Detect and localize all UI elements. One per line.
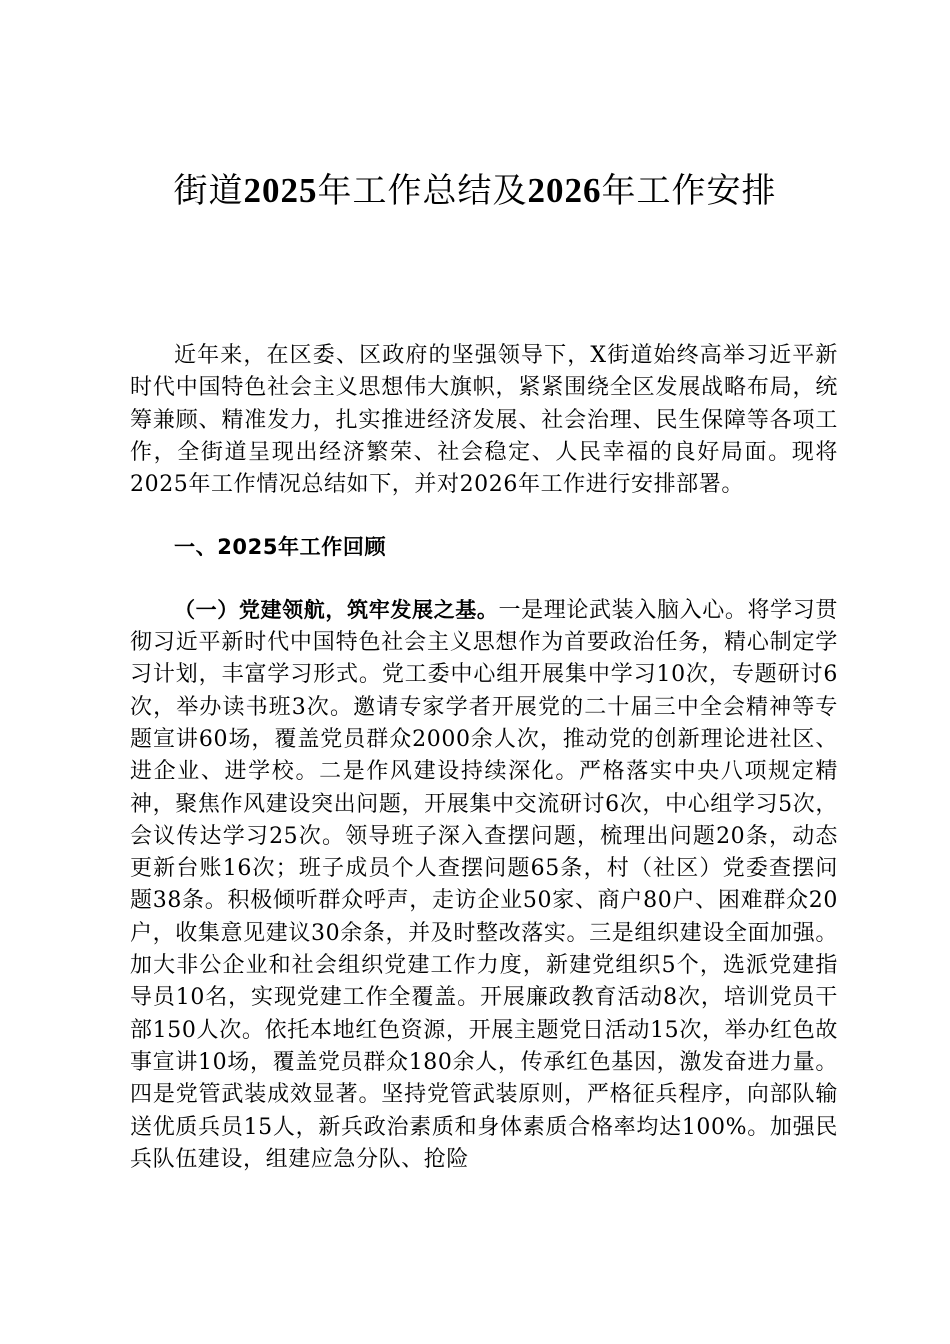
title-part-2: 年工作总结及 <box>317 171 528 211</box>
title-part-1: 街道 <box>173 171 244 211</box>
spacer <box>130 564 838 594</box>
title-year-2026: 2026 <box>527 171 602 210</box>
subsection-paragraph <box>130 594 838 1176</box>
section-heading: 一、2025年工作回顾 <box>174 535 387 560</box>
spacer <box>130 501 838 531</box>
intro-paragraph: 近年来，在区委、区政府的坚强领导下，X街道始终高举习近平新时代中国特色社会主义思想伟大旗帜，紧紧围绕全区发展战略布局，统筹兼顾、精准发力，扎实推进经济发展、社会治理、民生保障等各项工作，全街道呈现出经济繁荣、社会稳定、人民幸福的良好局面。现将2025年工作情况总结如下，并对2026年工作进行安排部署。 <box>130 343 838 498</box>
title-year-2025: 2025 <box>243 171 318 210</box>
subsection-text: 一是理论武装入脑入心。将学习贯彻习近平新时代中国特色社会主义思想作为首要政治任务，精心制定学习计划，丰富学习形式。党工委中心组开展集中学习10次，专题研讨6次，举办读书班3次。邀请专家学者开展党的二十届三中全会精神等专题宣讲60场，覆盖党员群众2000余人次，推动党的创新理论进社区、进企业、进学校。二是作风建设持续深化。严格落实中央八项规定精神，聚焦作风建设突出问题，开展集中交流研讨6次，中心组学习5次，会议传达学习25次。领导班子深入查摆问题，梳理出问题20条，动态更新台账16次；班子成员个人查摆问题65条，村（社区）党委查摆问题38条。积极倾听群众呼声，走访企业50家、商户80户、困难群众20户，收集意见建议30余条，并及时整改落实。三是组织建设全面加强。加大非公企业和社会组织党建工作力度，新建党组织5个，选派党建指导员10名，实现党建工作全覆盖。开展廉政教育活动8次，培训党员干部150人次。依托本地红色资源，开展主题党日活动15次，举办红色故事宣讲10场，覆盖党员群众180余人，传承红色基因，激发奋进力量。四是党管武装成效显著。坚持党管武装原则，严格征兵程序，向部队输送优质兵员15人，新兵政治素质和身体素质合格率均达100%。加强民兵队伍建设，组建应急分队、抢险 <box>130 597 838 1172</box>
document-body <box>130 340 838 1176</box>
document-title <box>0 168 950 214</box>
title-part-3: 年工作安排 <box>601 171 777 211</box>
subsection-lead: （一）党建领航，筑牢发展之基。 <box>174 597 499 622</box>
